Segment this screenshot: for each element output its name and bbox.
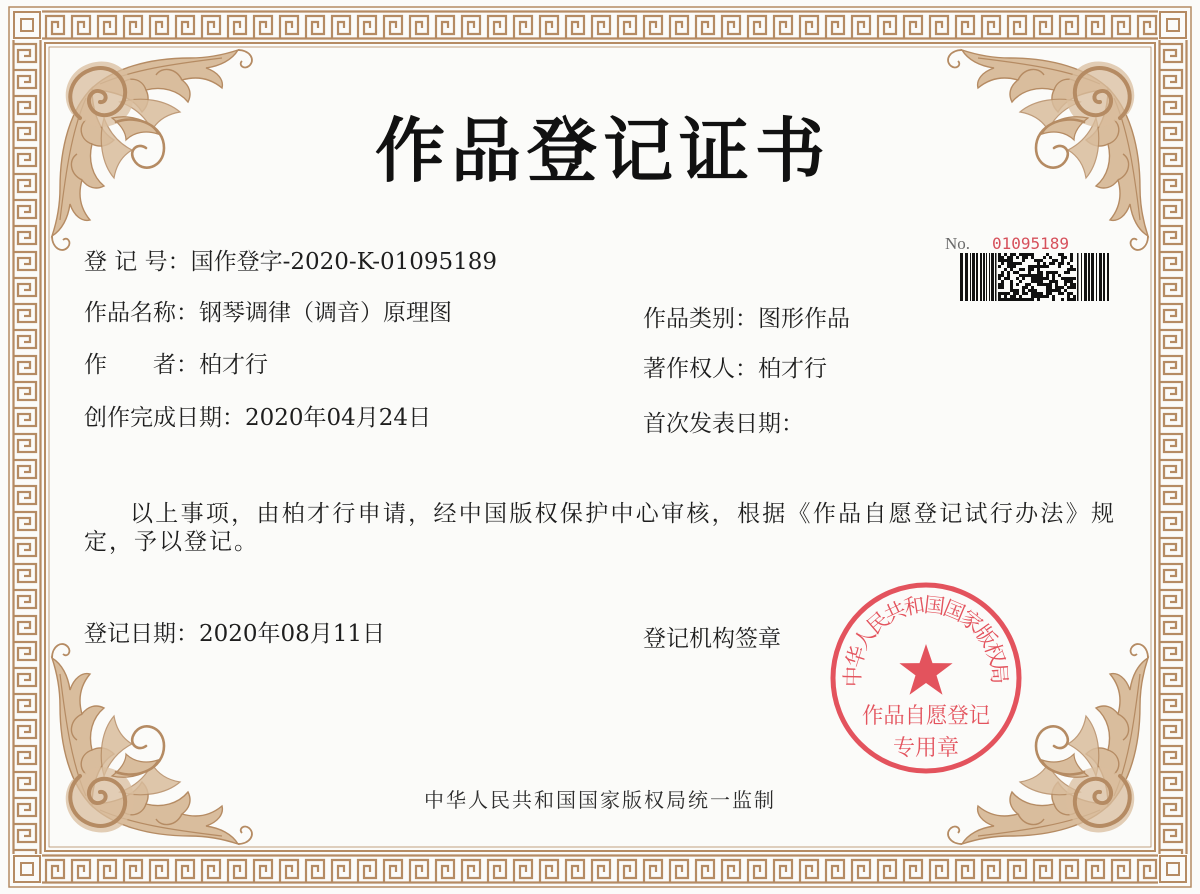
barcode-module xyxy=(1049,289,1052,292)
barcode-module xyxy=(1049,262,1052,265)
barcode-module xyxy=(986,253,987,301)
barcode-module xyxy=(1016,283,1019,286)
barcode-module xyxy=(1052,295,1055,298)
barcode-module xyxy=(1058,253,1061,256)
registration-number-row xyxy=(84,247,497,277)
barcode-module xyxy=(1084,253,1087,301)
barcode-module xyxy=(1013,289,1016,292)
barcode-module xyxy=(1034,277,1037,280)
author-row xyxy=(84,350,268,380)
barcode-module xyxy=(1010,262,1013,265)
barcode-module xyxy=(1031,295,1034,298)
barcode-module xyxy=(1040,280,1043,283)
barcode-module xyxy=(1034,280,1037,283)
barcode-module xyxy=(1031,280,1034,283)
barcode-module xyxy=(1046,274,1049,277)
barcode-module xyxy=(1046,253,1049,256)
barcode-module xyxy=(1040,274,1043,277)
barcode-module xyxy=(1007,298,1010,301)
work-name-label: 作品名称： xyxy=(84,300,199,326)
barcode-module xyxy=(1001,256,1004,259)
seal-line2: 专用章 xyxy=(893,736,959,761)
barcode-module xyxy=(1010,286,1013,289)
barcode-module xyxy=(1052,271,1055,274)
barcode-module xyxy=(1001,262,1004,265)
barcode-module xyxy=(1067,277,1070,280)
registration-date-value: 2020年08月11日 xyxy=(199,621,386,647)
registration-number-label: 登 记 号： xyxy=(84,249,191,275)
barcode-module xyxy=(1043,277,1046,280)
barcode-module xyxy=(1046,286,1049,289)
barcode-module xyxy=(1007,259,1010,262)
barcode-module xyxy=(1070,286,1073,289)
barcode-module xyxy=(1043,256,1046,259)
barcode-module xyxy=(1037,295,1040,298)
barcode-module xyxy=(1007,292,1010,295)
barcode-module xyxy=(1004,277,1007,280)
barcode-module xyxy=(1022,259,1025,262)
barcode-module xyxy=(998,256,1001,259)
barcode-module xyxy=(1031,277,1034,280)
barcode-module xyxy=(1064,271,1067,274)
barcode-module xyxy=(1052,259,1055,262)
barcode-module xyxy=(1013,265,1016,268)
barcode-module xyxy=(998,253,1001,256)
barcode-module xyxy=(1031,292,1034,295)
barcode-module xyxy=(1010,256,1013,259)
barcode-module xyxy=(1010,289,1013,292)
barcode-module xyxy=(1022,268,1025,271)
barcode-module xyxy=(1067,262,1070,265)
barcode-module xyxy=(1004,298,1007,301)
barcode-module xyxy=(1019,262,1022,265)
barcode-module xyxy=(998,283,1001,286)
meander-corner-tr-inner xyxy=(1167,19,1179,31)
barcode-module xyxy=(1001,286,1004,289)
barcode-module xyxy=(1107,253,1109,301)
barcode-module xyxy=(1046,289,1049,292)
barcode-module xyxy=(1019,280,1022,283)
barcode-module xyxy=(1064,280,1067,283)
barcode-module xyxy=(1019,274,1022,277)
first-publication-date-row xyxy=(643,409,804,439)
barcode-module xyxy=(1007,256,1010,259)
barcode-module xyxy=(1043,295,1046,298)
barcode-module xyxy=(1013,292,1016,295)
barcode-module xyxy=(1070,283,1073,286)
barcode-module xyxy=(1067,298,1070,301)
barcode-module xyxy=(1028,253,1031,256)
barcode-module xyxy=(1052,298,1055,301)
barcode-module xyxy=(972,253,975,301)
barcode-module xyxy=(1061,277,1064,280)
completion-date-value: 2020年04月24日 xyxy=(245,405,432,431)
barcode-module xyxy=(1052,280,1055,283)
official-seal xyxy=(820,572,1032,784)
statement-paragraph: 以上事项，由柏才行申请，经中国版权保护中心审核，根据《作品自愿登记试行办法》规定，予以登记。 xyxy=(84,501,1116,555)
certificate-title: 作品登记证书 xyxy=(375,109,831,192)
barcode-module xyxy=(1077,253,1079,301)
barcode-module xyxy=(1070,298,1073,301)
work-name-row xyxy=(84,298,452,328)
barcode-module xyxy=(1061,253,1064,256)
barcode-module xyxy=(1067,295,1070,298)
barcode-module xyxy=(965,253,968,301)
barcode-module xyxy=(1010,268,1013,271)
corner-ornament-bottom-left xyxy=(52,644,252,844)
barcode-module xyxy=(1058,274,1061,277)
meander-corner-br xyxy=(1160,856,1186,882)
barcode-module xyxy=(1001,271,1004,274)
barcode-module xyxy=(1064,283,1067,286)
barcode-module xyxy=(998,274,1001,277)
barcode-module xyxy=(1028,268,1031,271)
barcode-module xyxy=(1028,271,1031,274)
barcode-module xyxy=(1004,259,1007,262)
meander-corner-tl-inner xyxy=(21,19,33,31)
barcode-module xyxy=(1007,271,1010,274)
barcode-module xyxy=(1025,298,1028,301)
barcode-module xyxy=(1073,268,1076,271)
barcode-module xyxy=(1037,268,1040,271)
barcode-module xyxy=(1052,277,1055,280)
barcode-module xyxy=(1046,271,1049,274)
barcode-module xyxy=(1022,274,1025,277)
barcode-module xyxy=(1031,274,1034,277)
barcode-module xyxy=(1031,286,1034,289)
barcode-module xyxy=(1028,274,1031,277)
meander-corner-br-inner xyxy=(1167,863,1179,875)
barcode-module xyxy=(1022,286,1025,289)
barcode-module xyxy=(1001,280,1004,283)
barcode-module xyxy=(1037,277,1040,280)
barcode-module xyxy=(1070,268,1073,271)
barcode-module xyxy=(1004,292,1007,295)
barcode-module xyxy=(1034,265,1037,268)
barcode-module xyxy=(1046,295,1049,298)
barcode-module xyxy=(1016,271,1019,274)
barcode-module xyxy=(1010,298,1013,301)
barcode-module xyxy=(1031,256,1034,259)
barcode-module xyxy=(1031,253,1034,256)
barcode-module xyxy=(1025,292,1028,295)
barcode-module xyxy=(1013,298,1016,301)
barcode-module xyxy=(1046,265,1049,268)
barcode-module xyxy=(998,298,1001,301)
barcode-module xyxy=(980,253,982,301)
barcode-module xyxy=(998,259,1001,262)
barcode xyxy=(960,253,1110,301)
barcode-module xyxy=(1031,265,1034,268)
barcode-module xyxy=(1010,265,1013,268)
barcode-module xyxy=(1007,277,1010,280)
barcode-module xyxy=(1001,292,1004,295)
barcode-module xyxy=(1010,253,1013,256)
first-publication-date-label: 首次发表日期： xyxy=(643,411,804,437)
barcode-module xyxy=(1025,274,1028,277)
barcode-module xyxy=(1025,283,1028,286)
barcode-module xyxy=(1070,253,1073,256)
barcode-module xyxy=(1031,289,1034,292)
barcode-module xyxy=(1016,298,1019,301)
barcode-module xyxy=(1040,271,1043,274)
meander-fill xyxy=(42,10,1158,40)
barcode-module xyxy=(1037,292,1040,295)
barcode-module xyxy=(1040,283,1043,286)
barcode-module xyxy=(1034,274,1037,277)
meander-corner-tr xyxy=(1160,12,1186,38)
barcode-module xyxy=(1040,292,1043,295)
barcode-module xyxy=(1052,289,1055,292)
barcode-module xyxy=(998,265,1001,268)
barcode-module xyxy=(1070,259,1073,262)
barcode-module xyxy=(1070,265,1073,268)
barcode-module xyxy=(1043,283,1046,286)
barcode-module xyxy=(1010,283,1013,286)
barcode-module xyxy=(1088,253,1090,301)
meander-corner-bl-inner xyxy=(21,863,33,875)
barcode-module xyxy=(1037,271,1040,274)
barcode-module xyxy=(1001,259,1004,262)
barcode-module xyxy=(1010,280,1013,283)
barcode-module xyxy=(1031,268,1034,271)
barcode-module xyxy=(1061,292,1064,295)
barcode-module xyxy=(998,292,1001,295)
barcode-module xyxy=(1022,277,1025,280)
barcode-module xyxy=(1013,295,1016,298)
barcode-module xyxy=(1019,298,1022,301)
barcode-module xyxy=(1013,271,1016,274)
barcode-module xyxy=(998,295,1001,298)
barcode-module xyxy=(1019,253,1022,256)
signature-label: 登记机构签章 xyxy=(643,626,781,652)
barcode-module xyxy=(1010,295,1013,298)
barcode-module xyxy=(1055,280,1058,283)
barcode-module xyxy=(1013,253,1016,256)
barcode-module xyxy=(1040,259,1043,262)
barcode-module xyxy=(1007,265,1010,268)
barcode-module xyxy=(1007,274,1010,277)
meander-corner-bl xyxy=(14,856,40,882)
seal-line1: 作品自愿登记 xyxy=(862,704,990,729)
barcode-module xyxy=(1034,292,1037,295)
barcode-module xyxy=(1022,292,1025,295)
barcode-module xyxy=(1052,262,1055,265)
barcode-module xyxy=(1001,283,1004,286)
barcode-module xyxy=(1019,268,1022,271)
barcode-module xyxy=(960,253,963,301)
barcode-module xyxy=(976,253,978,301)
barcode-module xyxy=(970,253,971,301)
completion-date-row xyxy=(84,403,431,433)
barcode-module xyxy=(1052,274,1055,277)
seal-ring-textpath: 中华人民共和国国家版权局 xyxy=(840,592,1012,688)
work-category-label: 作品类别： xyxy=(643,306,758,332)
barcode-module xyxy=(1073,298,1076,301)
barcode-module xyxy=(1067,280,1070,283)
barcode-module xyxy=(1001,298,1004,301)
barcode-module xyxy=(991,253,994,301)
meander-corner-tl xyxy=(14,12,40,38)
barcode-module xyxy=(1061,262,1064,265)
barcode-module xyxy=(1004,253,1007,256)
barcode-module xyxy=(1049,283,1052,286)
barcode-module xyxy=(1040,265,1043,268)
barcode-module xyxy=(1022,298,1025,301)
barcode-module xyxy=(1073,283,1076,286)
barcode-module xyxy=(1091,253,1094,301)
barcode-module xyxy=(1058,265,1061,268)
barcode-module xyxy=(1037,259,1040,262)
barcode-module xyxy=(1016,277,1019,280)
barcode-module xyxy=(1058,262,1061,265)
barcode-module xyxy=(1049,271,1052,274)
barcode-module xyxy=(1055,283,1058,286)
barcode-module xyxy=(1061,298,1064,301)
barcode-module xyxy=(1081,253,1082,301)
barcode-module xyxy=(1061,259,1064,262)
barcode-module xyxy=(1058,286,1061,289)
barcode-module xyxy=(1064,277,1067,280)
barcode-module xyxy=(1022,256,1025,259)
barcode-module xyxy=(998,277,1001,280)
barcode-module xyxy=(1064,289,1067,292)
barcode-module xyxy=(1103,253,1105,301)
barcode-module xyxy=(1049,280,1052,283)
barcode-module xyxy=(1004,295,1007,298)
barcode-module xyxy=(1067,286,1070,289)
barcode-module xyxy=(1067,268,1070,271)
barcode-module xyxy=(1025,256,1028,259)
registration-date-row xyxy=(84,619,385,649)
barcode-module xyxy=(1010,259,1013,262)
barcode-module xyxy=(1037,280,1040,283)
barcode-module xyxy=(1073,286,1076,289)
barcode-module xyxy=(1043,265,1046,268)
serial-number: 01095189 xyxy=(992,234,1070,253)
meander-band-top xyxy=(42,10,1158,40)
barcode-module xyxy=(1067,292,1070,295)
barcode-module xyxy=(1099,253,1102,301)
barcode-module xyxy=(1040,295,1043,298)
barcode-module xyxy=(1070,256,1073,259)
barcode-module xyxy=(1022,289,1025,292)
barcode-module xyxy=(1013,262,1016,265)
author-value: 柏才行 xyxy=(199,352,268,378)
barcode-module xyxy=(1001,274,1004,277)
barcode-module xyxy=(1031,298,1034,301)
barcode-module xyxy=(1016,289,1019,292)
barcode-module xyxy=(1037,298,1040,301)
completion-date-label: 创作完成日期： xyxy=(84,405,245,431)
barcode-module xyxy=(1058,289,1061,292)
barcode-module xyxy=(1055,286,1058,289)
barcode-module xyxy=(1046,292,1049,295)
barcode-module xyxy=(1049,256,1052,259)
author-label: 作 者： xyxy=(84,352,199,378)
barcode-module xyxy=(1055,289,1058,292)
work-category-value: 图形作品 xyxy=(758,306,850,332)
barcode-module xyxy=(1046,283,1049,286)
barcode-module xyxy=(1028,289,1031,292)
barcode-module xyxy=(1061,286,1064,289)
barcode-module xyxy=(995,253,997,301)
registration-number-value: 国作登字-2020-K-01095189 xyxy=(190,249,498,275)
barcode-module xyxy=(1055,259,1058,262)
barcode-module xyxy=(998,286,1001,289)
barcode-module xyxy=(1096,253,1097,301)
barcode-module xyxy=(1007,262,1010,265)
meander-fill xyxy=(42,854,1158,884)
meander-band-bottom xyxy=(42,854,1158,884)
barcode-module xyxy=(1043,262,1046,265)
barcode-module xyxy=(1046,277,1049,280)
copyright-owner-value: 柏才行 xyxy=(758,356,827,382)
barcode-module xyxy=(1034,289,1037,292)
seal-star-icon xyxy=(899,644,952,695)
barcode-module xyxy=(1058,292,1061,295)
copyright-owner-row xyxy=(643,354,827,384)
barcode-module xyxy=(1016,256,1019,259)
copyright-owner-label: 著作权人： xyxy=(643,356,758,382)
barcode-module xyxy=(1034,259,1037,262)
barcode-module xyxy=(1040,277,1043,280)
barcode-module xyxy=(1016,262,1019,265)
barcode-module xyxy=(1073,277,1076,280)
barcode-module xyxy=(1004,268,1007,271)
footer-issuer: 中华人民共和国国家版权局统一监制 xyxy=(424,788,776,812)
barcode-module xyxy=(1019,295,1022,298)
barcode-module xyxy=(1064,256,1067,259)
serial-prefix: No. xyxy=(945,234,971,253)
barcode-module xyxy=(1070,277,1073,280)
barcode-module xyxy=(1016,292,1019,295)
barcode-module xyxy=(1037,283,1040,286)
barcode-module xyxy=(1037,262,1040,265)
barcode-module xyxy=(1049,286,1052,289)
barcode-module xyxy=(1028,265,1031,268)
barcode-module xyxy=(1025,253,1028,256)
barcode-module xyxy=(1055,271,1058,274)
barcode-module xyxy=(1025,286,1028,289)
barcode-module xyxy=(1070,280,1073,283)
barcode-module xyxy=(1067,271,1070,274)
barcode-module xyxy=(1034,295,1037,298)
barcode-module xyxy=(989,253,990,301)
barcode-module xyxy=(1028,298,1031,301)
barcode-module xyxy=(1028,283,1031,286)
barcode-module xyxy=(1037,274,1040,277)
barcode-module xyxy=(1049,292,1052,295)
barcode-module xyxy=(1061,256,1064,259)
barcode-module xyxy=(1037,265,1040,268)
work-name-value: 钢琴调律（调音）原理图 xyxy=(199,300,452,326)
barcode-module xyxy=(1073,295,1076,298)
work-category-row xyxy=(643,304,850,334)
registration-date-label: 登记日期： xyxy=(84,621,199,647)
barcode-module xyxy=(983,253,985,301)
barcode-module xyxy=(1022,253,1025,256)
barcode-module xyxy=(1070,292,1073,295)
